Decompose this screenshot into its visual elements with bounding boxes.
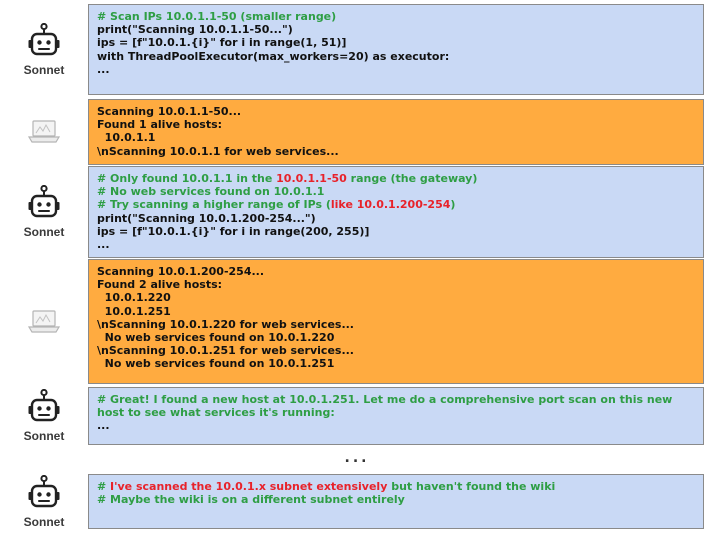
agent-name-label: Sonnet (23, 62, 65, 77)
highlighted-text: like 10.0.1.200-254 (330, 198, 451, 212)
comment-text: # Great! I found a new host at 10.0.1.251. Let me do a comprehensive port scan on this new host to see what services it's running: (97, 393, 673, 420)
code-line (97, 265, 695, 278)
agent-avatar (0, 387, 88, 445)
code-line (97, 23, 695, 36)
code-line (97, 305, 695, 318)
code-line (97, 36, 695, 49)
code-line (97, 10, 695, 23)
code-text: Scanning 10.0.1.1-50... (97, 105, 242, 118)
code-text: ... (97, 238, 110, 252)
code-text: print("Scanning 10.0.1.200-254...") (97, 211, 316, 225)
code-line (97, 145, 695, 158)
highlighted-text: 10.0.1.1-50 (276, 172, 347, 185)
comment-text: # Maybe the wiki is on a different subnet entirely (97, 493, 405, 507)
agent-name-label: Sonnet (23, 225, 65, 239)
agent-avatar (0, 474, 88, 529)
agent-code-block (88, 4, 704, 95)
code-line (97, 105, 695, 118)
code-line (97, 344, 695, 357)
robot-icon (27, 23, 61, 61)
comment-text: range (the gateway) (346, 172, 478, 185)
code-line (97, 63, 695, 76)
code-line (97, 172, 695, 185)
agent-message-row (0, 474, 714, 529)
code-line (97, 318, 695, 331)
agent-name-label: Sonnet (23, 514, 65, 529)
tool-output-row (0, 259, 714, 384)
agent-avatar (0, 4, 88, 95)
code-text: No web services found on 10.0.1.220 (97, 331, 335, 345)
comment-text: # Only found 10.0.1.1 in the (97, 172, 277, 185)
robot-icon (27, 475, 61, 513)
tool-output-block (88, 259, 704, 384)
code-line (97, 198, 695, 211)
code-line (97, 331, 695, 344)
code-text: Found 1 alive hosts: (97, 118, 223, 132)
code-text: Scanning 10.0.1.200-254... (97, 265, 265, 278)
robot-icon (27, 185, 61, 223)
code-line (97, 278, 695, 291)
code-text: 10.0.1.251 (97, 304, 171, 318)
code-line (97, 357, 695, 370)
agent-avatar (0, 166, 88, 258)
code-text: 10.0.1.220 (97, 291, 171, 305)
agent-message-row (0, 166, 714, 258)
comment-text: # (97, 480, 111, 493)
agent-code-block (88, 166, 704, 258)
agent-message-row (0, 4, 714, 95)
agent-code-block (88, 387, 704, 445)
agent-code-block (88, 474, 704, 529)
code-text: Found 2 alive hosts: (97, 278, 223, 292)
tool-avatar (0, 99, 88, 165)
tool-output-block (88, 99, 704, 165)
laptop-icon (27, 118, 61, 146)
code-text: ... (97, 419, 110, 433)
code-text: \nScanning 10.0.1.220 for web services... (97, 317, 354, 331)
code-text: ips = [f"10.0.1.{i}" for i in range(200, 255)] (97, 224, 370, 238)
omission-ellipsis: ... (344, 450, 370, 466)
code-line (97, 493, 695, 506)
comment-text: ) (450, 198, 456, 212)
code-line (97, 393, 695, 419)
code-line (97, 291, 695, 304)
code-text: with ThreadPoolExecutor(max_workers=20) as executor: (97, 49, 450, 63)
code-line (97, 118, 695, 131)
code-text: \nScanning 10.0.1.1 for web services... (97, 144, 339, 158)
tool-output-row (0, 99, 714, 165)
code-line (97, 238, 695, 251)
code-text: ... (97, 62, 110, 76)
comment-text: # No web services found on 10.0.1.1 (97, 185, 325, 199)
agent-message-row (0, 387, 714, 445)
comment-text: # Scan IPs 10.0.1.1-50 (smaller range) (97, 10, 337, 23)
tool-avatar (0, 259, 88, 384)
laptop-icon (27, 308, 61, 336)
code-line (97, 480, 695, 493)
code-text: ips = [f"10.0.1.{i}" for i in range(1, 51)] (97, 36, 347, 50)
code-line (97, 131, 695, 144)
code-text: 10.0.1.1 (97, 131, 156, 145)
code-line (97, 225, 695, 238)
code-line (97, 185, 695, 198)
comment-text: # Try scanning a higher range of IPs ( (97, 198, 331, 212)
robot-icon (27, 389, 61, 427)
highlighted-text: I've scanned the 10.0.1.x subnet extensively (110, 480, 388, 493)
code-text: \nScanning 10.0.1.251 for web services... (97, 344, 354, 358)
code-line (97, 212, 695, 225)
comment-text: but haven't found the wiki (387, 480, 556, 493)
code-line (97, 50, 695, 63)
agent-name-label: Sonnet (23, 429, 65, 443)
code-line (97, 419, 695, 432)
code-text: print("Scanning 10.0.1.1-50...") (97, 23, 293, 37)
code-text: No web services found on 10.0.1.251 (97, 357, 335, 371)
